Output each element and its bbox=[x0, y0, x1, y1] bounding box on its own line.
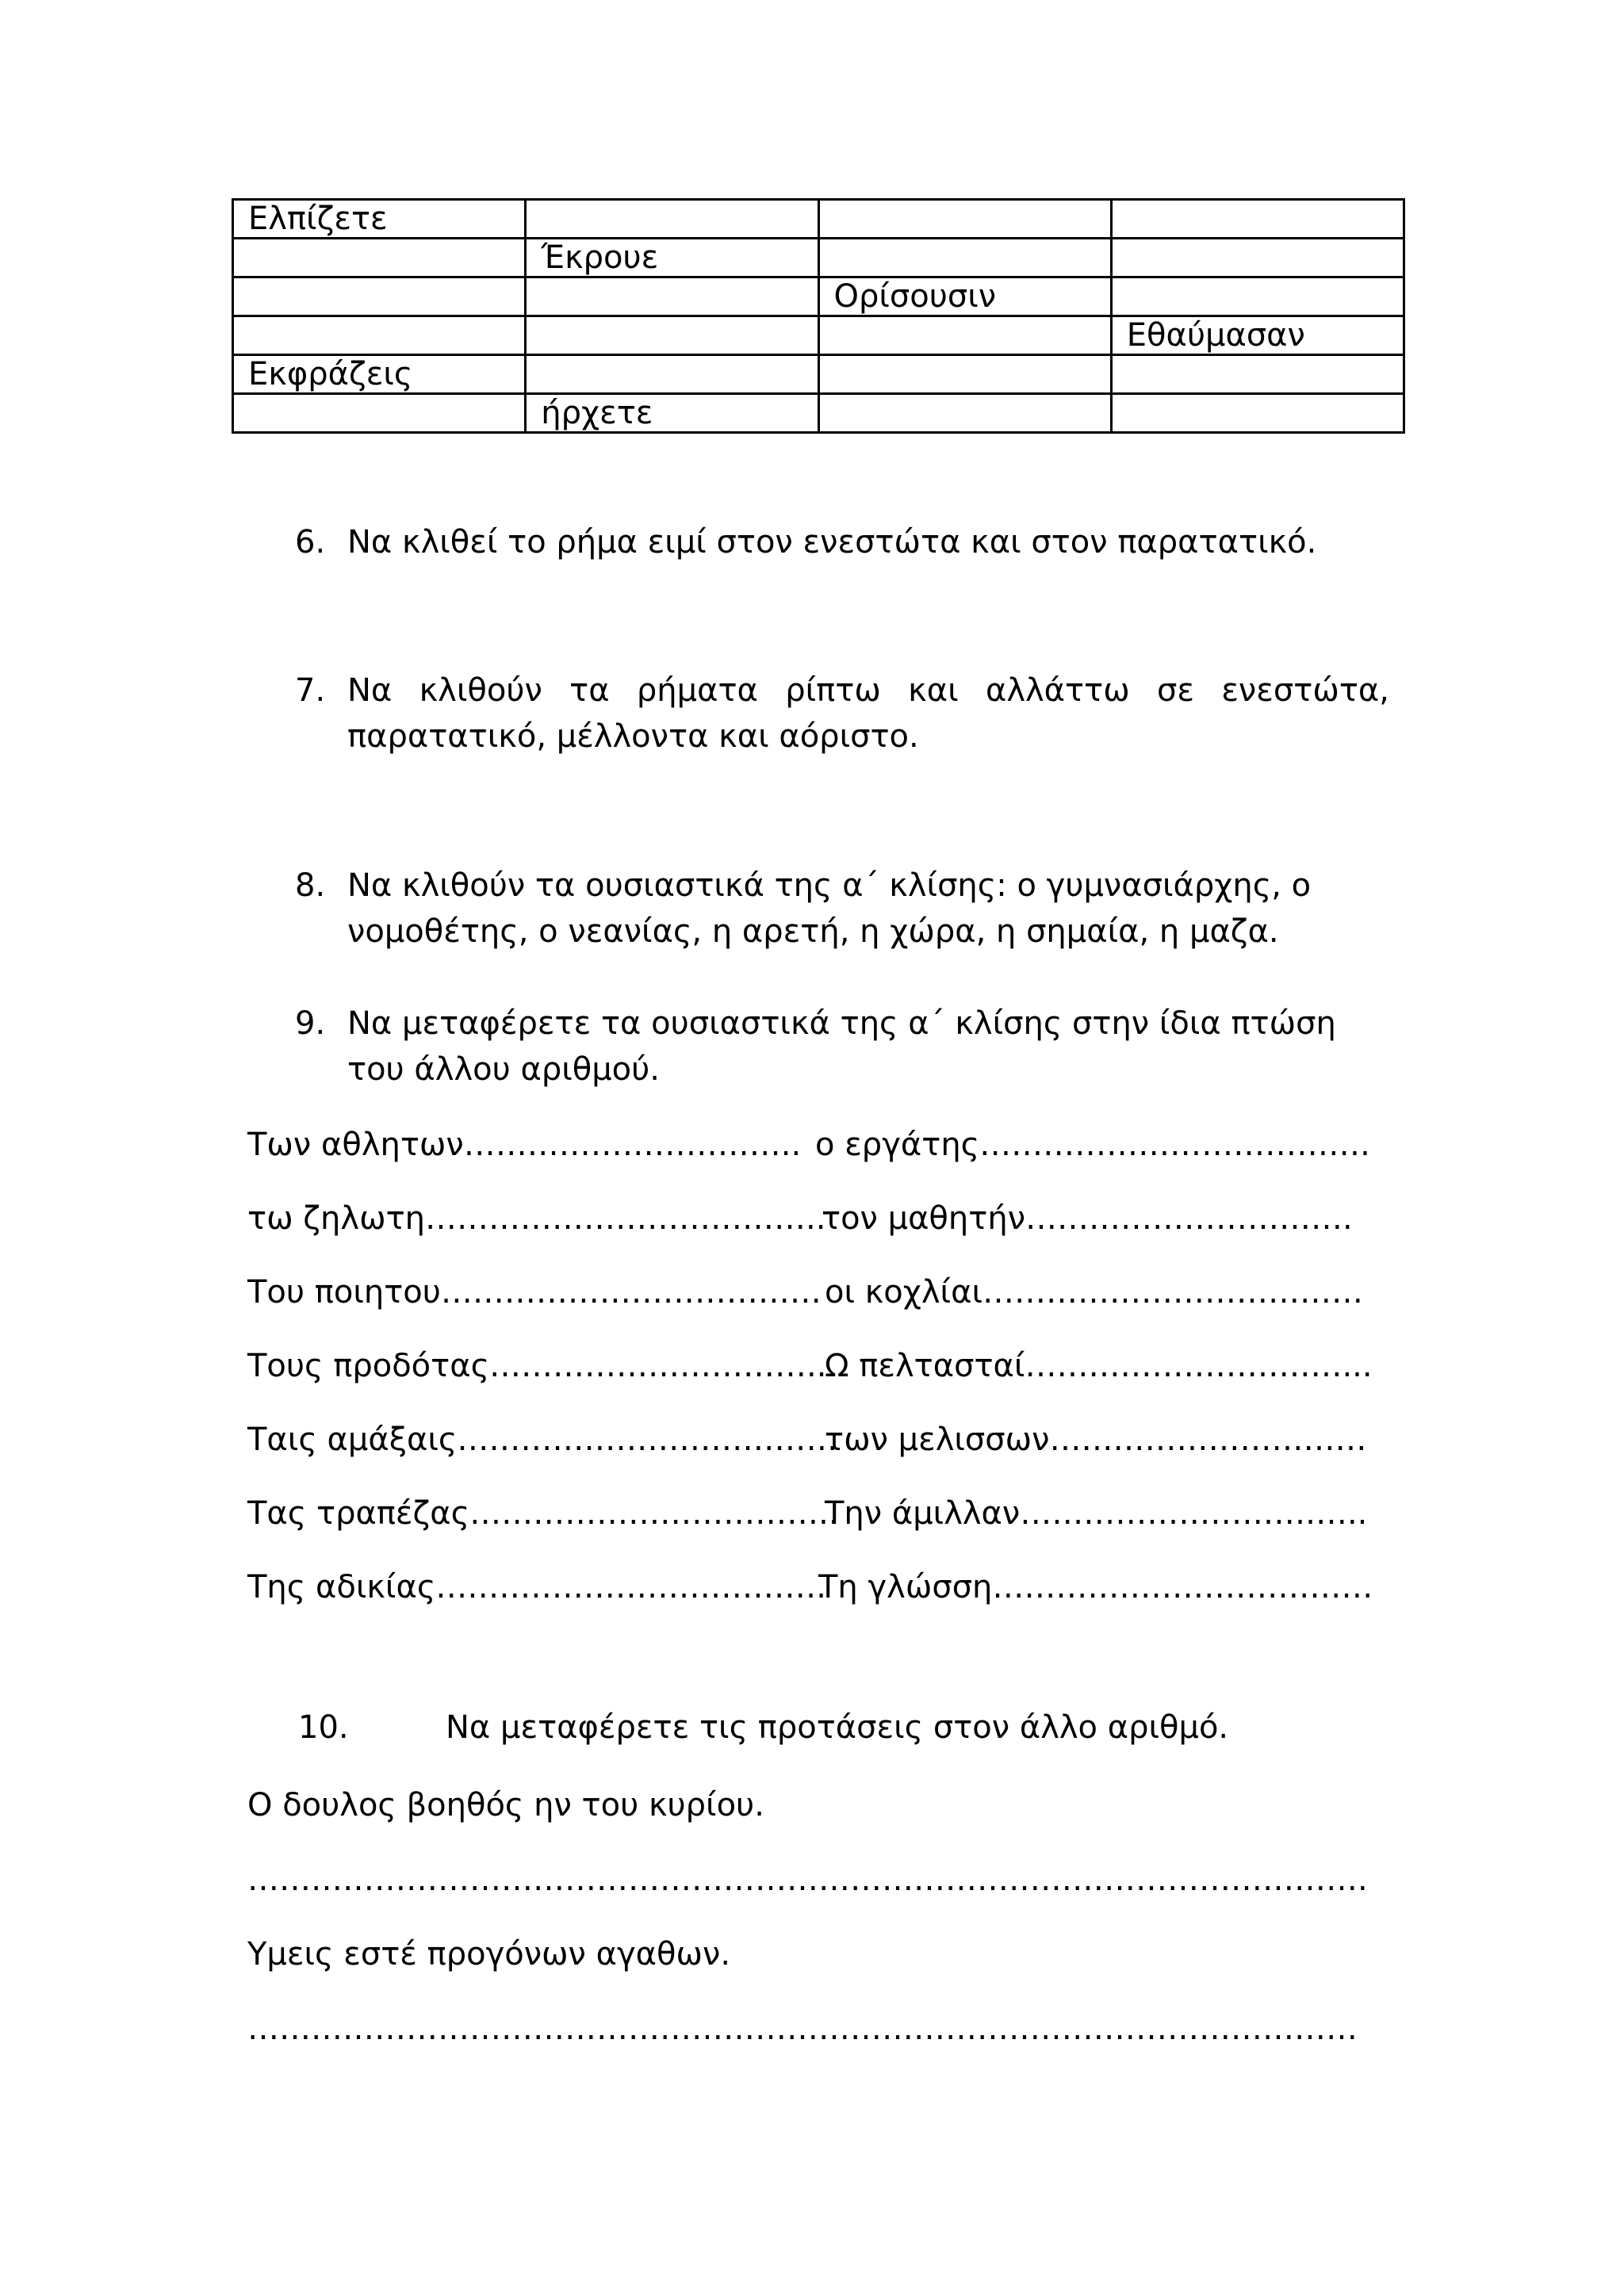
question-6 bbox=[295, 519, 1389, 565]
table-cell bbox=[233, 239, 526, 277]
answer-line: …………………………………………………………………………………………… bbox=[247, 2011, 1358, 2047]
table-row bbox=[233, 394, 1404, 433]
table-cell bbox=[818, 355, 1111, 394]
table-cell bbox=[1111, 200, 1404, 239]
noun-right: των μελισσων………………………… bbox=[825, 1422, 1367, 1458]
table-cell bbox=[818, 200, 1111, 239]
answer-line: ……………………………………………………………………………………………. bbox=[247, 1862, 1368, 1898]
question-number: 9. bbox=[295, 1005, 326, 1042]
table-row bbox=[233, 239, 1404, 277]
table-cell bbox=[1111, 239, 1404, 277]
table-cell bbox=[233, 277, 526, 316]
question-text: Να κλιθούν τα ρήματα ρίπτω και αλλάττω σε ενεστώτα, παρατατικό, μέλλοντα και αόριστο. bbox=[347, 672, 1389, 755]
question-7 bbox=[295, 668, 1389, 760]
table-row bbox=[233, 277, 1404, 316]
table-cell bbox=[526, 277, 818, 316]
question-number: 7. bbox=[295, 672, 326, 709]
question-text: Να μεταφέρετε τα ουσιαστικά της α΄ κλίσης στην ίδια πτώση του άλλου αριθμού. bbox=[347, 1005, 1336, 1088]
table-cell bbox=[1111, 277, 1404, 316]
table-cell: Εθαύμασαν bbox=[1111, 316, 1404, 355]
table-cell bbox=[526, 355, 818, 394]
table-cell bbox=[526, 200, 818, 239]
table-cell: Ορίσουσιν bbox=[818, 277, 1111, 316]
table-cell bbox=[818, 239, 1111, 277]
question-9 bbox=[295, 1001, 1389, 1093]
noun-right: Την άμιλλαν……………………….….. bbox=[825, 1495, 1368, 1532]
verb-table bbox=[232, 198, 1405, 434]
table-cell bbox=[818, 394, 1111, 433]
question-text: Να κλιθούν τα ουσιαστικά της α΄ κλίσης: ο γυμνασιάρχης, ο νομοθέτης, ο νεανίας, η αρετή, η χώρα, η σημαία, η μαζα. bbox=[347, 867, 1312, 950]
question-text: Να κλιθεί το ρήμα ειμί στον ενεστώτα και στον παρατατικό. bbox=[347, 524, 1317, 561]
noun-left: Της αδικίας………………………………. bbox=[247, 1569, 827, 1605]
table-cell bbox=[233, 394, 526, 433]
noun-left: Τας τραπέζας…………………………….. bbox=[247, 1495, 839, 1532]
question-10-text: Να μεταφέρετε τις προτάσεις στον άλλο αριθμό. bbox=[446, 1709, 1229, 1746]
noun-left: Των αθλητων………………………….. bbox=[247, 1127, 802, 1163]
table-row bbox=[233, 355, 1404, 394]
noun-left: Ταις αμάξαις……………………………… bbox=[247, 1422, 838, 1458]
noun-left: τω ζηλωτη……………………………….. bbox=[247, 1200, 826, 1237]
question-10-number: 10. bbox=[298, 1709, 349, 1746]
noun-right: ο εργάτης………………………………. bbox=[815, 1127, 1370, 1163]
noun-right: οι κοχλίαι……………………………… bbox=[825, 1274, 1363, 1311]
noun-right: τον μαθητήν…………………………. bbox=[822, 1200, 1353, 1237]
table-cell bbox=[233, 316, 526, 355]
question-8 bbox=[295, 863, 1389, 955]
noun-left: Τους προδότας………………………….. bbox=[247, 1348, 827, 1384]
table-cell bbox=[1111, 394, 1404, 433]
question-number: 6. bbox=[295, 524, 326, 561]
table-cell bbox=[526, 316, 818, 355]
table-cell: ήρχετε bbox=[526, 394, 818, 433]
table-cell bbox=[1111, 355, 1404, 394]
noun-right: Τη γλώσση……………………………… bbox=[818, 1569, 1373, 1605]
table-cell bbox=[818, 316, 1111, 355]
table-cell: Ελπίζετε bbox=[233, 200, 526, 239]
table-cell: Εκφράζεις bbox=[233, 355, 526, 394]
table-cell: Έκρουε bbox=[526, 239, 818, 277]
sentence: Υμεις εστέ προγόνων αγαθων. bbox=[247, 1936, 731, 1973]
question-number: 8. bbox=[295, 867, 326, 904]
noun-right: Ω πελτασταί…………………………... bbox=[825, 1348, 1373, 1384]
table-row bbox=[233, 200, 1404, 239]
sentence: Ο δουλος βοηθός ην του κυρίου. bbox=[247, 1787, 764, 1823]
noun-left: Του ποιητου……………………………… bbox=[247, 1274, 822, 1311]
table-row bbox=[233, 316, 1404, 355]
